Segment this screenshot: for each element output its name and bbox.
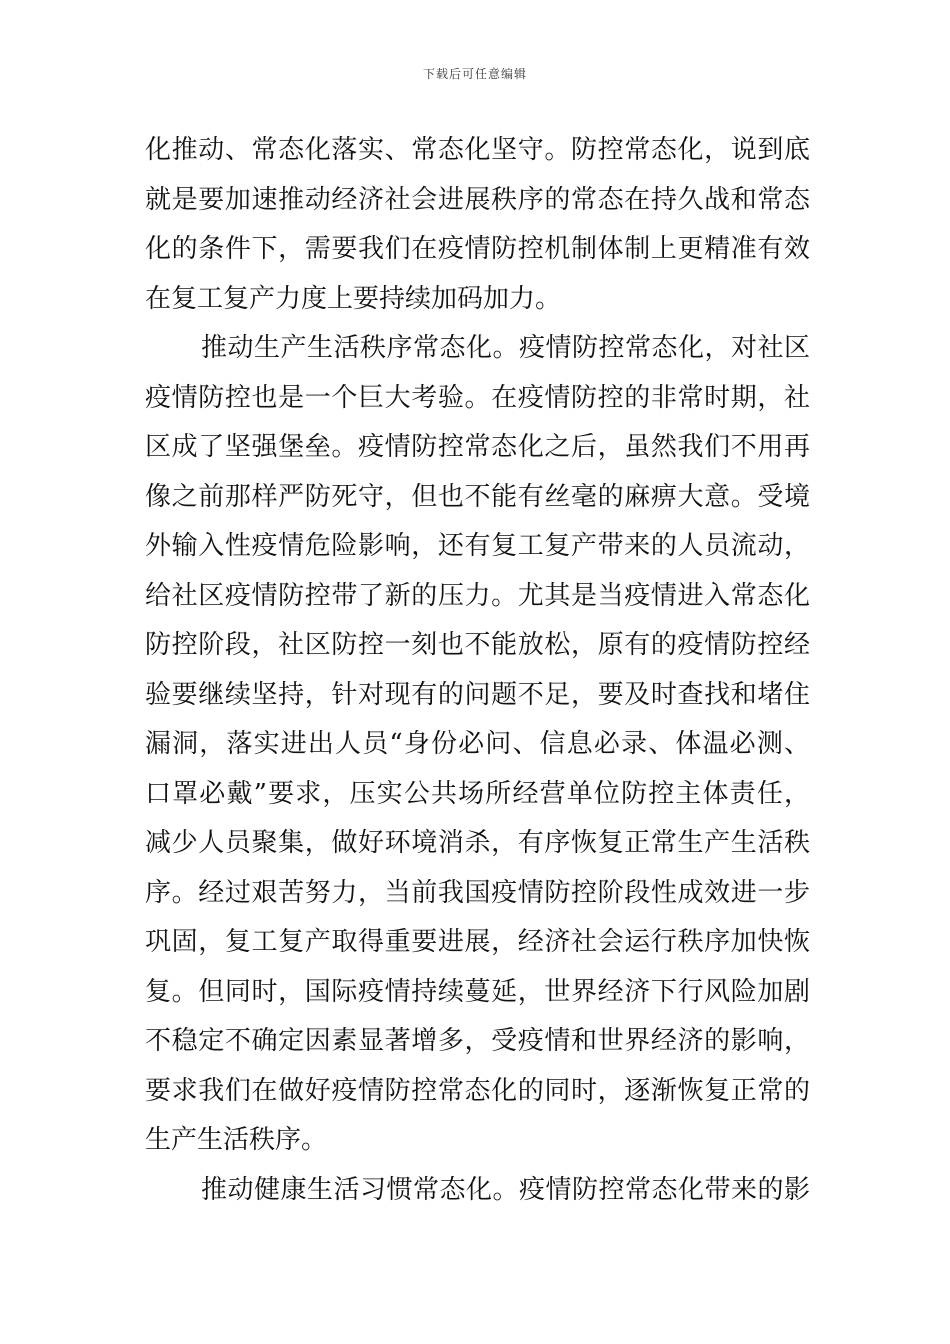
text-line: 口罩必戴”要求，压实公共场所经营单位防控主体责任， [145, 778, 810, 809]
text-line: 漏洞，落实进出人员“身份必问、信息必录、体温必测、 [145, 729, 810, 759]
text-line: 推动健康生活习惯常态化。疫情防控常态化带来的影 [201, 1174, 810, 1205]
text-line: 就是要加速推动经济社会进展秩序的常态在持久战和常态 [145, 184, 810, 215]
text-line: 区成了坚强堡垒。疫情防控常态化之后，虽然我们不用再 [145, 432, 810, 462]
text-line: 验要继续坚持，针对现有的问题不足，要及时查找和堵住 [145, 679, 810, 710]
text-line: 不稳定不确定因素显著增多，受疫情和世界经济的影响， [145, 1026, 810, 1056]
paragraph-3 [145, 1166, 810, 1216]
paragraph-1 [145, 126, 810, 324]
text-line: 化的条件下，需要我们在疫情防控机制体制上更精准有效 [145, 234, 810, 264]
text-line: 化推动、常态化落实、常态化坚守。防控常态化，说到底 [145, 135, 810, 165]
text-line: 在复工复产力度上要持续加码加力。 [145, 283, 562, 314]
text-line: 像之前那样严防死守，但也不能有丝毫的麻痹大意。受境 [145, 481, 810, 512]
text-line: 疫情防控也是一个巨大考验。在疫情防控的非常时期，社 [145, 382, 810, 413]
text-line: 推动生产生活秩序常态化。疫情防控常态化，对社区 [201, 333, 810, 363]
text-line: 防控阶段，社区防控一刻也不能放松，原有的疫情防控经 [145, 630, 810, 660]
text-line: 序。经过艰苦努力，当前我国疫情防控阶段性成效进一步 [145, 877, 810, 908]
text-line: 减少人员聚集，做好环境消杀，有序恢复正常生产生活秩 [145, 828, 810, 858]
text-line: 外输入性疫情危险影响，还有复工复产带来的人员流动， [145, 531, 810, 561]
text-line: 给社区疫情防控带了新的压力。尤其是当疫情进入常态化 [145, 580, 810, 611]
text-line: 巩固，复工复产取得重要进展，经济社会运行秩序加快恢 [145, 927, 810, 957]
document-body [145, 126, 810, 1215]
text-line: 生产生活秩序。 [145, 1125, 328, 1155]
paragraph-2 [145, 324, 810, 1166]
page-header: 下载后可任意编辑 [422, 67, 527, 81]
text-line: 要求我们在做好疫情防控常态化的同时，逐渐恢复正常的 [145, 1075, 810, 1106]
text-line: 复。但同时，国际疫情持续蔓延，世界经济下行风险加剧 [145, 976, 810, 1007]
